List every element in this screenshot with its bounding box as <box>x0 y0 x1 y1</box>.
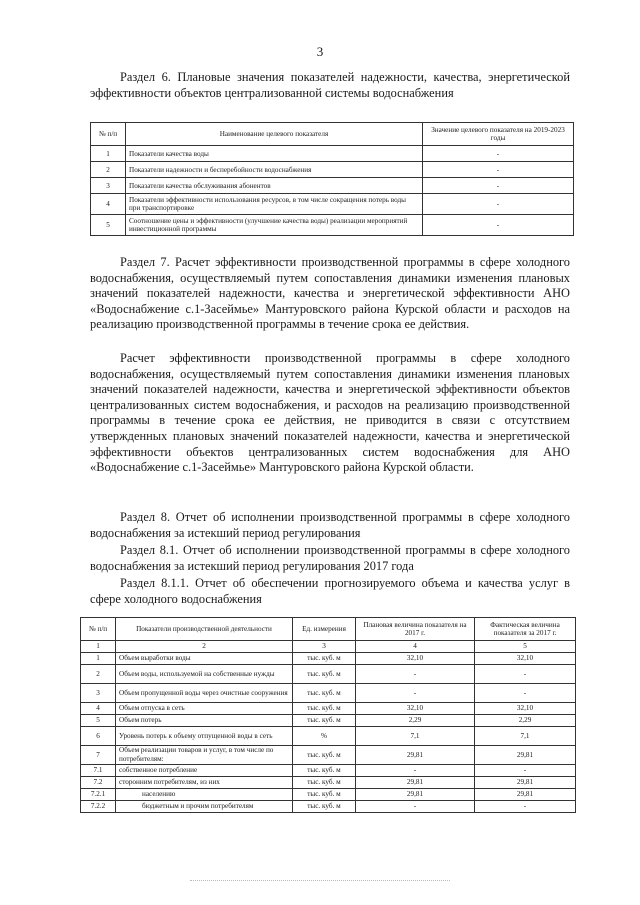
t2-cell-fact: - <box>475 684 576 703</box>
t2-cell-name: населению <box>116 789 293 801</box>
table-row <box>91 146 574 162</box>
t2-cell-unit: тыс. куб. м <box>293 715 356 727</box>
table-row <box>81 777 576 789</box>
t1-cell-name: Соотношение цены и эффективности (улучшение качества воды) реализации мероприятий инвестиционной программы <box>126 215 423 236</box>
t2-cell-unit: тыс. куб. м <box>293 703 356 715</box>
t1-cell-value: - <box>423 194 574 215</box>
t2-cell-unit: тыс. куб. м <box>293 684 356 703</box>
t2-cell-name: Объем воды, используемой на собственные нужды <box>116 665 293 684</box>
t2-cell-plan: - <box>356 765 475 777</box>
t2-cell-fact: - <box>475 765 576 777</box>
t1-cell-value: - <box>423 178 574 194</box>
footer-divider <box>190 880 450 881</box>
t1-cell-num: 3 <box>91 178 126 194</box>
t2-cell-fact: 32,10 <box>475 653 576 665</box>
t2-cell-unit: тыс. куб. м <box>293 765 356 777</box>
table-row <box>81 727 576 746</box>
t2-cell-plan: - <box>356 801 475 813</box>
t2-col-number: 1 <box>81 641 116 653</box>
t2-cell-plan: - <box>356 665 475 684</box>
t1-cell-num: 1 <box>91 146 126 162</box>
t1-header-name: Наименование целевого показателя <box>126 123 423 146</box>
page-number: 3 <box>316 44 324 59</box>
t2-cell-num: 4 <box>81 703 116 715</box>
t1-cell-num: 2 <box>91 162 126 178</box>
table-row <box>91 215 574 236</box>
t2-cell-fact: 29,81 <box>475 789 576 801</box>
section8-paragraph-2: Раздел 8.1. Отчет об исполнении производственной программы в сфере холодного водоснабжения за истекший период регулирования 2017 года <box>90 543 570 573</box>
t2-cell-plan: 29,81 <box>356 746 475 765</box>
table-row <box>81 665 576 684</box>
t2-cell-fact: 29,81 <box>475 777 576 789</box>
t2-cell-plan: 32,10 <box>356 653 475 665</box>
t1-cell-value: - <box>423 215 574 236</box>
section8-paragraph-1: Раздел 8. Отчет об исполнении производственной программы в сфере холодного водоснабжения за истекший период регулирования <box>90 510 570 540</box>
t2-cell-fact: - <box>475 801 576 813</box>
t2-cell-plan: 29,81 <box>356 777 475 789</box>
t2-cell-plan: 2,29 <box>356 715 475 727</box>
t1-header-num: № п/п <box>91 123 126 146</box>
t2-cell-name: Объем пропущенной воды через очистные сооружения <box>116 684 293 703</box>
t2-cell-unit: тыс. куб. м <box>293 665 356 684</box>
t2-header-fact: Фактическая величина показателя за 2017 г. <box>475 618 576 641</box>
t2-cell-num: 6 <box>81 727 116 746</box>
section7-paragraph-1: Раздел 7. Расчет эффективности производственной программы в сфере холодного водоснабжения, осуществляемый путем сопоставления динамики изменения плановых значений показателей надежности, качества и энергетической эффективности АНО «Водоснабжение с.1-Засеймье» Мантуровского района Курской области и расходов на реализацию производственной программы в течение срока ее действия. <box>90 255 570 332</box>
t1-cell-name: Показатели эффективности использования ресурсов, в том числе сокращения потерь воды при транспортировке <box>126 194 423 215</box>
t1-cell-num: 5 <box>91 215 126 236</box>
section7-paragraph-2: Расчет эффективности производственной программы в сфере холодного водоснабжения, осуществляемый путем сопоставления динамики изменения плановых значений показателей надежности, качества и энергетической эффективности объектов централизованных систем водоснабжения, и расходов на реализацию производственной программы в течение срока ее действия, не приводится в связи с отсутствием утвержденных плановых значений показателей надежности, качества и энергетической эффективности объектов централизованных систем водоснабжения для АНО «Водоснабжение с.1-Засеймье» Мантуровского района Курской области. <box>90 351 570 475</box>
t2-cell-fact: 32,10 <box>475 703 576 715</box>
t1-cell-name: Показатели качества обслуживания абонентов <box>126 178 423 194</box>
t2-cell-fact: 29,81 <box>475 746 576 765</box>
t2-cell-num: 7.1 <box>81 765 116 777</box>
t2-col-number: 2 <box>116 641 293 653</box>
t2-cell-name: Объем отпуска в сеть <box>116 703 293 715</box>
t2-cell-unit: тыс. куб. м <box>293 777 356 789</box>
t2-cell-fact: - <box>475 665 576 684</box>
t2-cell-unit: % <box>293 727 356 746</box>
t1-cell-value: - <box>423 162 574 178</box>
table-row <box>91 178 574 194</box>
section6-heading: Раздел 6. Плановые значения показателей надежности, качества, энергетической эффективности объектов централизованной системы водоснабжения <box>90 70 570 100</box>
t1-cell-name: Показатели надежности и бесперебойности водоснабжения <box>126 162 423 178</box>
table-row <box>81 746 576 765</box>
t2-col-number: 3 <box>293 641 356 653</box>
table-row <box>91 162 574 178</box>
t2-cell-num: 7.2 <box>81 777 116 789</box>
table-row <box>81 641 576 653</box>
t2-header-plan: Плановая величина показателя на 2017 г. <box>356 618 475 641</box>
section8-table <box>80 617 576 813</box>
table-row <box>81 653 576 665</box>
table-row <box>81 801 576 813</box>
t2-cell-num: 7 <box>81 746 116 765</box>
t2-col-number: 4 <box>356 641 475 653</box>
t2-cell-unit: тыс. куб. м <box>293 801 356 813</box>
t2-cell-fact: 2,29 <box>475 715 576 727</box>
section8-paragraph-3: Раздел 8.1.1. Отчет об обеспечении прогнозируемого объема и качества услуг в сфере холодного водоснабжения <box>90 576 570 606</box>
t1-cell-value: - <box>423 146 574 162</box>
t2-cell-fact: 7,1 <box>475 727 576 746</box>
t2-cell-num: 3 <box>81 684 116 703</box>
t2-cell-num: 7.2.2 <box>81 801 116 813</box>
t2-cell-name: Уровень потерь к объему отпущенной воды в сеть <box>116 727 293 746</box>
t2-header-unit: Ед. измерения <box>293 618 356 641</box>
table-row <box>81 765 576 777</box>
t2-cell-name: Объем реализации товаров и услуг, в том числе по потребителям: <box>116 746 293 765</box>
t2-cell-unit: тыс. куб. м <box>293 789 356 801</box>
t2-cell-num: 1 <box>81 653 116 665</box>
t2-cell-name: сторонним потребителям, из них <box>116 777 293 789</box>
t2-cell-name: собственное потребление <box>116 765 293 777</box>
t2-header-num: № п/п <box>81 618 116 641</box>
t2-cell-unit: тыс. куб. м <box>293 746 356 765</box>
t1-cell-num: 4 <box>91 194 126 215</box>
table-row <box>81 703 576 715</box>
t2-cell-plan: - <box>356 684 475 703</box>
table-row <box>91 194 574 215</box>
t2-cell-num: 5 <box>81 715 116 727</box>
table-row <box>81 684 576 703</box>
t2-cell-plan: 29,81 <box>356 789 475 801</box>
t2-cell-num: 7.2.1 <box>81 789 116 801</box>
table-row <box>81 789 576 801</box>
t2-cell-name: Объем выработки воды <box>116 653 293 665</box>
t1-cell-name: Показатели качества воды <box>126 146 423 162</box>
t2-header-name: Показатели производственной деятельности <box>116 618 293 641</box>
t2-cell-plan: 7,1 <box>356 727 475 746</box>
t2-cell-plan: 32,10 <box>356 703 475 715</box>
t2-cell-name: бюджетным и прочим потребителям <box>116 801 293 813</box>
t2-cell-unit: тыс. куб. м <box>293 653 356 665</box>
t2-col-number: 5 <box>475 641 576 653</box>
section6-table <box>90 122 574 236</box>
t1-header-value: Значение целевого показателя на 2019-2023 годы <box>423 123 574 146</box>
table-row <box>81 715 576 727</box>
t2-cell-name: Объем потерь <box>116 715 293 727</box>
t2-cell-num: 2 <box>81 665 116 684</box>
